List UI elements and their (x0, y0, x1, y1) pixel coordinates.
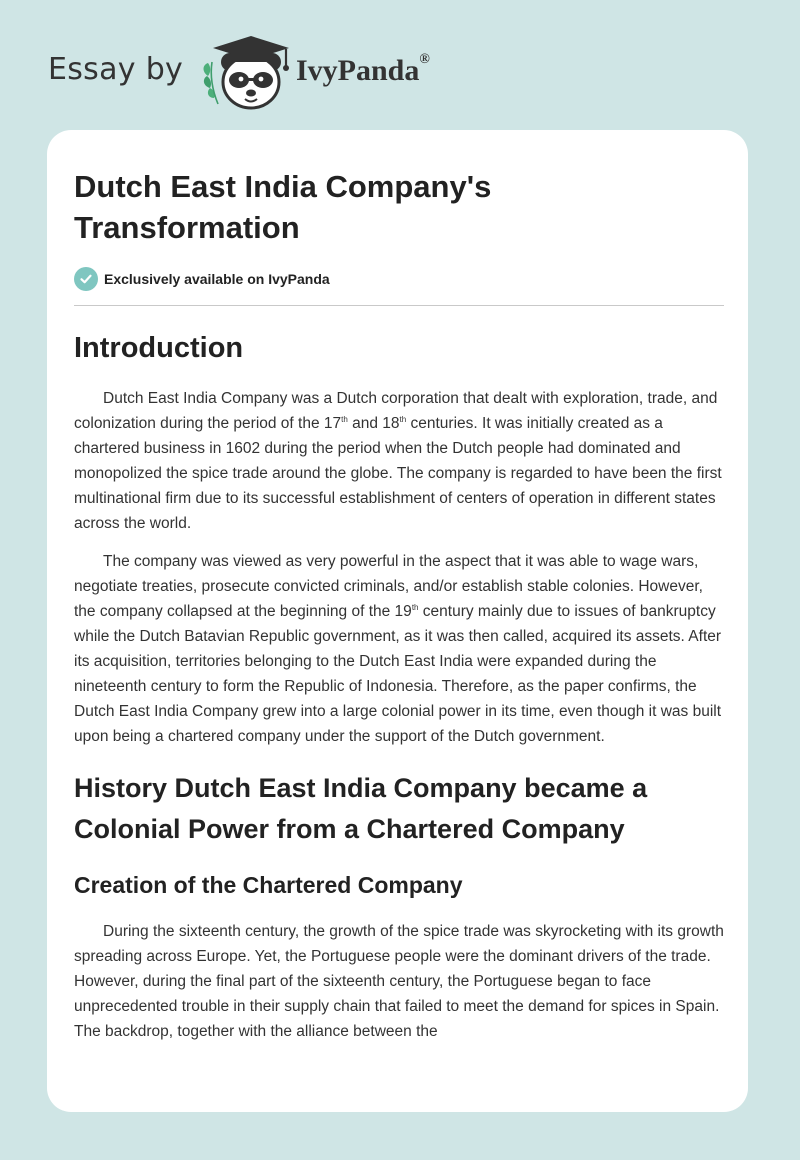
introduction-paragraph-1 (74, 386, 724, 536)
panda-logo-icon[interactable] (200, 32, 294, 112)
title-divider (74, 305, 724, 306)
ordinal-suffix: th (341, 414, 348, 424)
exclusive-badge (74, 266, 724, 292)
introduction-heading: Introduction (74, 332, 244, 364)
check-circle-icon (74, 267, 98, 291)
brand-name-text: IvyPanda (296, 54, 420, 87)
history-heading: History Dutch East India Company became a Colonial Power from a Chartered Company (74, 773, 648, 844)
text-run: century mainly due to issues of bankruptcy while the Dutch Batavian Republic government, as it was then called, acquired its assets. After its acquisition, territories belonging to the Dutch East India were expanded during the nineteenth century to form the Republic of Indonesia. Therefore, as the paper confirms, the Dutch East India Company grew into a large colonial power in its time, even though it was built upon being a chartered company under the support of the Dutch government. (74, 603, 722, 745)
essay-by-label: Essay by (48, 52, 184, 87)
exclusive-badge-label: Exclusively available on IvyPanda (104, 271, 330, 287)
text-run: centuries. It was initially created as a chartered business in 1602 during the period when the Dutch people had dominated and monopolized the spice trade around the globe. The company is regarded to have been the first multinational firm due to its successful establishment of centers of operation in different states across the world. (74, 415, 722, 532)
text-run: Dutch East India Company was a Dutch corporation that dealt with exploration, trade, and colonization during the period of the 17 (74, 390, 718, 432)
ordinal-suffix: th (411, 602, 419, 612)
essay-card (47, 130, 748, 1112)
text-run: and 18 (347, 415, 400, 432)
creation-subheading: Creation of the Chartered Company (74, 872, 463, 898)
ivypanda-wordmark[interactable] (296, 54, 430, 88)
text-run: The company was viewed as very powerful in the aspect that it was able to wage wars, negotiate treaties, prosecute convicted criminals, and/or establish stable colonies. However, the company collapsed at the beginning of the 19 (74, 553, 703, 620)
creation-paragraph-1: During the sixteenth century, the growth of the spice trade was skyrocketing with its growth spreading across Europe. Yet, the Portuguese people were the dominant drivers of the trade. However, during the final part of the sixteenth century, the Portuguese began to face unprecedented trouble in their supply chain that failed to meet the demand for spices in Spain. The backdrop, together with the alliance between the (74, 923, 724, 1040)
essay-title: Dutch East India Company's Transformation (74, 169, 492, 245)
registered-mark: ® (419, 52, 430, 67)
site-header (48, 30, 508, 114)
ordinal-suffix: th (399, 414, 407, 424)
introduction-paragraph-2 (74, 549, 724, 749)
